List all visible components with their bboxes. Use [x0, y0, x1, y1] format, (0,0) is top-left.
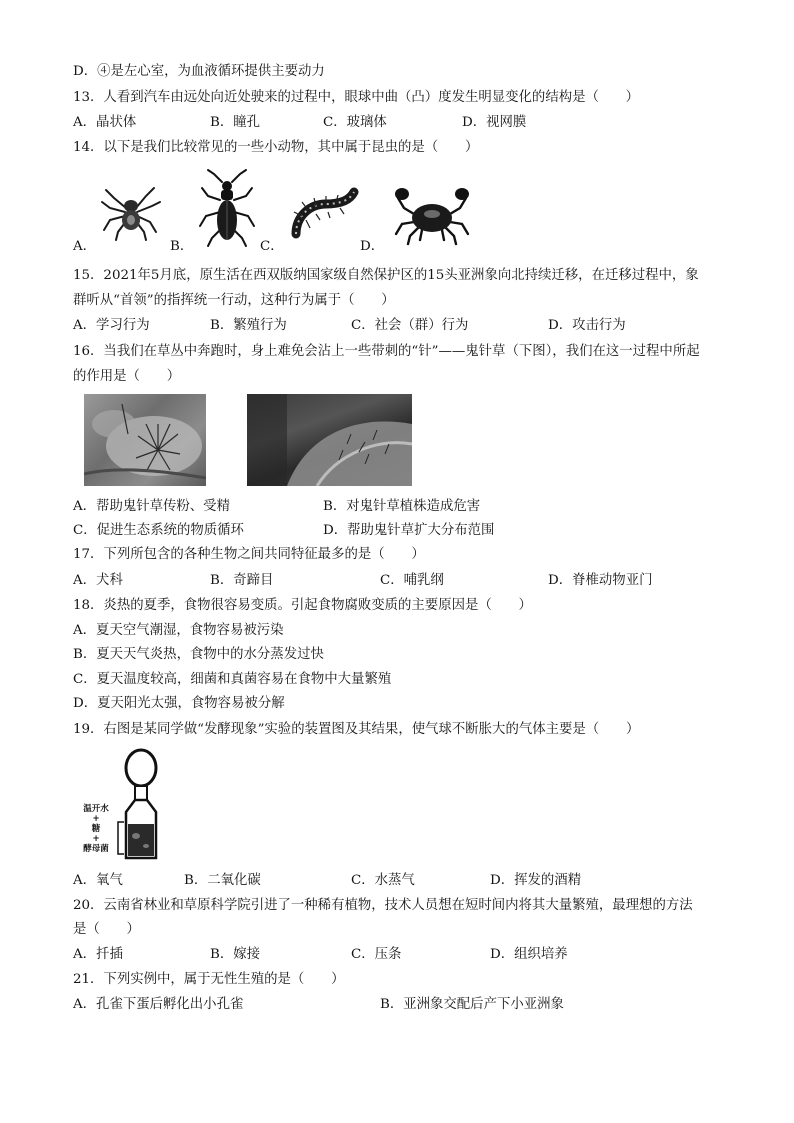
q15-option-d: D．攻击行为: [548, 318, 626, 333]
q18-option-d: D．夏天阳光太强，食物容易被分解: [73, 696, 285, 711]
q14-option-d: D．: [360, 239, 385, 254]
q15-option-c: C．社会（群）行为: [351, 318, 469, 333]
q20-option-d: D．组织培养: [490, 947, 568, 962]
bidens-clothing-photo: [247, 394, 412, 486]
q16-option-c: C．促进生态系统的物质循环: [73, 523, 244, 538]
q21-stem: 21．下列实例中，属于无性生殖的是（ ）: [73, 972, 345, 987]
q15-stem-line2: 群听从“首领”的指挥统一行动，这种行为属于（ ）: [73, 293, 395, 308]
q18-option-b: B．夏天天气炎热，食物中的水分蒸发过快: [73, 647, 324, 662]
bidens-hand-photo: [84, 394, 206, 486]
q15-option-a: A．学习行为: [73, 318, 150, 333]
beetle-icon: [196, 168, 258, 248]
q13-option-a: A．晶状体: [73, 115, 137, 130]
q20-option-a: A．扦插: [73, 947, 123, 962]
q18-option-a: A．夏天空气潮湿，食物容易被污染: [73, 623, 284, 638]
q19-option-b: B．二氧化碳: [184, 873, 261, 888]
apparatus-label: 温开水 + 糖 + 酵母菌: [83, 804, 109, 854]
q19-stem: 19．右图是某同学做“发酵现象”实验的装置图及其结果，使气球不断胀大的气体主要是（ ）: [73, 722, 640, 737]
q21-option-b: B．亚洲象交配后产下小亚洲象: [380, 997, 564, 1012]
q20-stem-line2: 是（ ）: [73, 922, 140, 937]
q18-option-c: C．夏天温度较高，细菌和真菌容易在食物中大量繁殖: [73, 672, 392, 687]
q21-option-a: A．孔雀下蛋后孵化出小孔雀: [73, 997, 244, 1012]
centipede-icon: [290, 186, 360, 242]
q15-option-b: B．繁殖行为: [210, 318, 287, 333]
q16-stem-line2: 的作用是（ ）: [73, 369, 181, 384]
q18-stem: 18．炎热的夏季，食物很容易变质。引起食物腐败变质的主要原因是（ ）: [73, 598, 532, 613]
crab-icon: [392, 184, 472, 246]
q14-option-a: A．: [73, 239, 97, 254]
q19-option-a: A．氧气: [73, 873, 123, 888]
q17-option-b: B．奇蹄目: [210, 573, 274, 588]
q17-option-a: A．犬科: [73, 573, 123, 588]
q17-option-c: C．哺乳纲: [380, 573, 444, 588]
q16-stem-line1: 16．当我们在草丛中奔跑时，身上难免会沾上一些带刺的“针”——鬼针草（下图），我们在这一过程中所起: [73, 344, 700, 359]
q16-option-a: A．帮助鬼针草传粉、受精: [73, 499, 230, 514]
q16-option-d: D．帮助鬼针草扩大分布范围: [323, 523, 495, 538]
q17-option-d: D．脊椎动物亚门: [548, 573, 653, 588]
q16-option-b: B．对鬼针草植株造成危害: [323, 499, 481, 514]
q13-option-c: C．玻璃体: [323, 115, 387, 130]
q19-option-d: D．挥发的酒精: [490, 873, 582, 888]
q13-option-d: D．视网膜: [462, 115, 527, 130]
spider-icon: [98, 180, 164, 246]
q12-option-d: D．④是左心室，为血液循环提供主要动力: [73, 64, 325, 79]
q14-option-b: B．: [170, 239, 194, 254]
q15-stem-line1: 15．2021年5月底，原生活在西双版纳国家级自然保护区的15头亚洲象向北持续迁移，在迁移过程中，象: [73, 268, 699, 283]
q20-stem-line1: 20．云南省林业和草原科学院引进了一种稀有植物，技术人员想在短时间内将其大量繁殖，最理想的方法: [73, 898, 693, 913]
fermentation-apparatus-figure: [74, 746, 172, 864]
q20-option-c: C．压条: [351, 947, 402, 962]
q17-stem: 17．下列所包含的各种生物之间共同特征最多的是（ ）: [73, 547, 425, 562]
q14-option-c: C．: [260, 239, 284, 254]
q13-option-b: B．瞳孔: [210, 115, 261, 130]
q13-stem: 13．人看到汽车由远处向近处驶来的过程中，眼球中曲（凸）度发生明显变化的结构是（ ）: [73, 90, 640, 105]
q20-option-b: B．嫁接: [210, 947, 261, 962]
q19-option-c: C．水蒸气: [351, 873, 415, 888]
q14-stem: 14．以下是我们比较常见的一些小动物，其中属于昆虫的是（ ）: [73, 140, 479, 155]
